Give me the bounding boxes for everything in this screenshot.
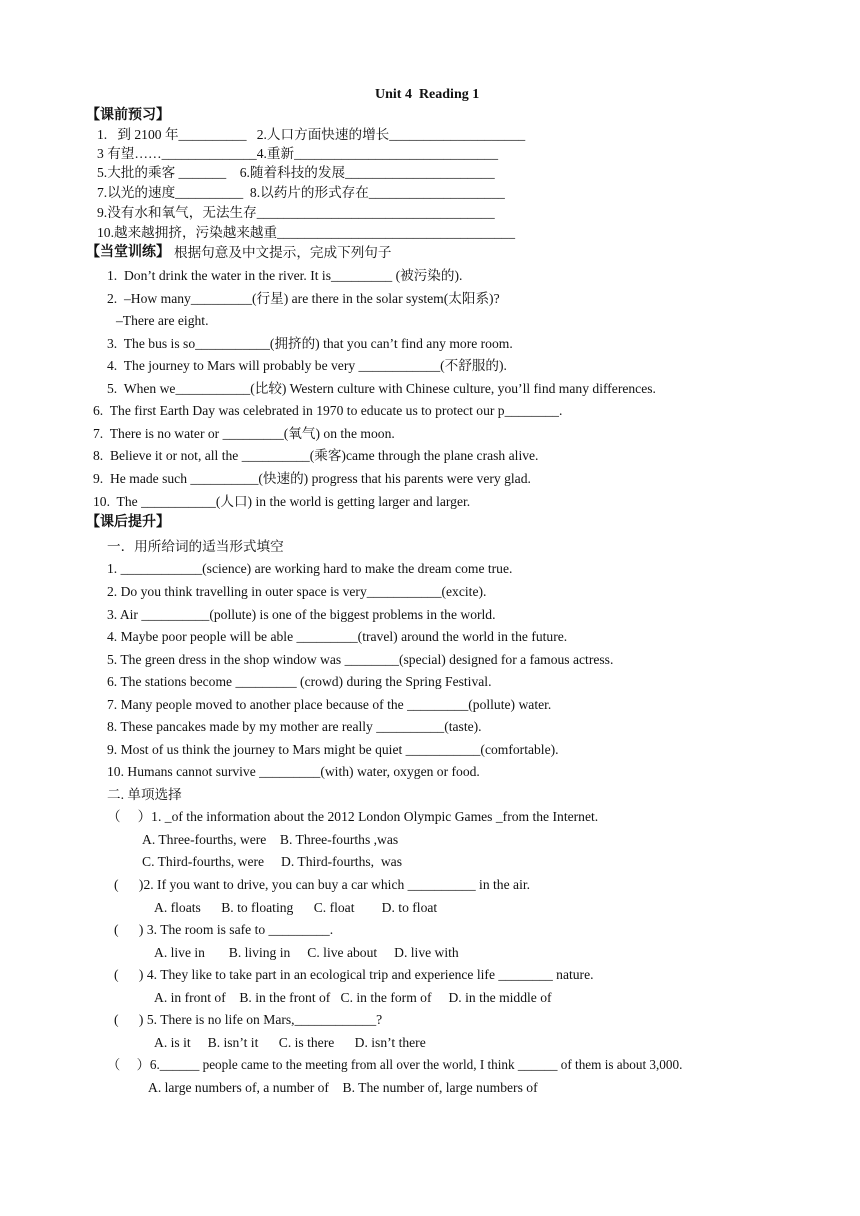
mc-question: ( ) 4. They like to take part in an ecological trip and experience life ________ nature. xyxy=(114,967,594,982)
preview-heading: 【课前预习】 xyxy=(86,108,170,123)
classroom-line: 4. The journey to Mars will probably be very ____________(不舒服的). xyxy=(107,358,507,373)
part1-line: 1. ____________(science) are working hard to make the dream come true. xyxy=(107,561,513,576)
part1-line: 5. The green dress in the shop window was ________(special) designed for a famous actress. xyxy=(107,652,614,667)
mc-options: A. floats B. to floating C. float D. to float xyxy=(154,900,438,915)
preview-line: 1. 到 2100 年__________ 2.人口方面快速的增长____________________ xyxy=(97,127,526,142)
mc-options: A. Three-fourths, were B. Three-fourths ,was xyxy=(142,832,399,847)
mc-question: ( )2. If you want to drive, you can buy a car which __________ in the air. xyxy=(114,877,531,892)
classroom-line: 2. –How many_________(行星) are there in the solar system(太阳系)? xyxy=(107,291,500,306)
part1-line: 8. These pancakes made by my mother are really __________(taste). xyxy=(107,719,482,734)
part1-line: 4. Maybe poor people will be able _________(travel) around the world in the future. xyxy=(107,629,568,644)
mc-question: （ ）1. _of the information about the 2012 London Olympic Games _from the Internet. xyxy=(107,809,599,824)
mc-options: C. Third-fourths, were D. Third-fourths, was xyxy=(142,854,403,869)
preview-line: 9.没有水和氧气，无法生存___________________________________ xyxy=(97,205,495,220)
classroom-instruction: 根据句意及中文提示，完成下列句子 xyxy=(174,245,392,260)
classroom-line: 5. When we___________(比较) Western culture with Chinese culture, you’ll find many differences. xyxy=(107,381,656,396)
classroom-line: 10. The ___________(人口) in the world is getting larger and larger. xyxy=(93,494,471,509)
part1-line: 2. Do you think travelling in outer space is very___________(excite). xyxy=(107,584,487,599)
mc-question: ( ) 5. There is no life on Mars,____________? xyxy=(114,1012,383,1027)
classroom-line: 9. He made such __________(快速的) progress that his parents were very glad. xyxy=(93,471,531,486)
classroom-line: 3. The bus is so___________(拥挤的) that you can’t find any more room. xyxy=(107,336,513,351)
part1-line: 3. Air __________(pollute) is one of the biggest problems in the world. xyxy=(107,607,496,622)
mc-options: A. is it B. isn’t it C. is there D. isn’t there xyxy=(154,1035,426,1050)
preview-line: 3 有望……______________4.重新______________________________ xyxy=(97,146,499,161)
part1-line: 6. The stations become _________ (crowd) during the Spring Festival. xyxy=(107,674,492,689)
mc-question: ( ) 3. The room is safe to _________. xyxy=(114,922,334,937)
mc-options: A. large numbers of, a number of B. The number of, large numbers of xyxy=(148,1080,538,1095)
preview-line: 5.大批的乘客 _______ 6.随着科技的发展______________________ xyxy=(97,165,495,180)
after-class-heading: 【课后提升】 xyxy=(86,515,170,530)
mc-question: （ ）6.______ people came to the meeting from all over the world, I think ______ of them is about 3,000. xyxy=(107,1057,683,1072)
preview-line: 7.以光的速度__________ 8.以药片的形式存在____________________ xyxy=(97,185,505,200)
mc-options: A. live in B. living in C. live about D. live with xyxy=(154,945,459,960)
classroom-line: –There are eight. xyxy=(116,313,209,328)
classroom-line: 7. There is no water or _________(氧气) on the moon. xyxy=(93,426,395,441)
classroom-heading: 【当堂训练】 xyxy=(86,245,170,260)
preview-line: 10.越来越拥挤，污染越来越重___________________________________ xyxy=(97,225,516,240)
part1-line: 7. Many people moved to another place because of the _________(pollute) water. xyxy=(107,697,552,712)
classroom-line: 6. The first Earth Day was celebrated in 1970 to educate us to protect our p________. xyxy=(93,403,563,418)
classroom-line: 8. Believe it or not, all the __________(乘客)came through the plane crash alive. xyxy=(93,448,539,463)
part1-title: 一．用所给词的适当形式填空 xyxy=(107,539,284,554)
part1-line: 10. Humans cannot survive _________(with) water, oxygen or food. xyxy=(107,764,480,779)
part2-title: 二. 单项选择 xyxy=(107,787,182,802)
part1-line: 9. Most of us think the journey to Mars might be quiet ___________(comfortable). xyxy=(107,742,559,757)
page-title: Unit 4 Reading 1 xyxy=(375,87,480,102)
classroom-line: 1. Don’t drink the water in the river. It is_________ (被污染的). xyxy=(107,268,463,283)
mc-options: A. in front of B. in the front of C. in the form of D. in the middle of xyxy=(154,990,552,1005)
